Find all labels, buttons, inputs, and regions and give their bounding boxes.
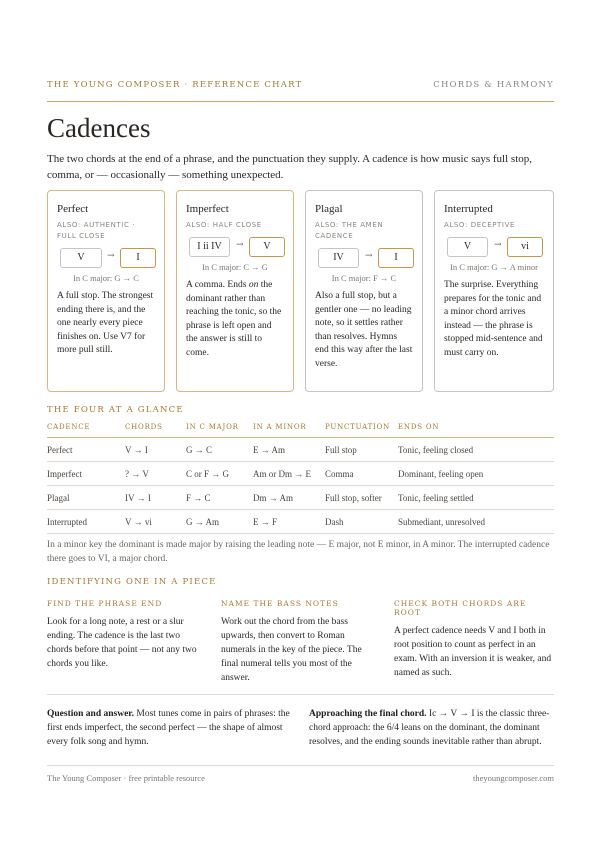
- chord-progression: [57, 248, 155, 268]
- desc-part: the dominant rather than reaching the tonic, so the phrase is left open and the answer is still to come.: [186, 280, 282, 358]
- card-example: In C major: F → C: [331, 273, 397, 283]
- arrow-icon: →: [365, 251, 373, 261]
- card-aka: ALSO: THE AMEN CADENCE: [315, 221, 384, 240]
- table-cell: Plagal: [47, 493, 70, 503]
- chord-progression: [186, 237, 284, 257]
- card-description: Also a full stop, but a gentler one — no leading note, so it settles rather than resolves. Hymns end this way after the last verse.: [315, 291, 413, 369]
- chord-from: V: [60, 248, 102, 268]
- card-aka: ALSO: DECEPTIVE: [444, 221, 515, 229]
- table-cell: Tonic, feeling settled: [398, 493, 474, 503]
- table-cell: ? → V: [125, 469, 149, 479]
- table-cell: E → Am: [253, 445, 286, 455]
- table-cell: Am or Dm → E: [253, 469, 311, 479]
- table-row: [47, 486, 554, 510]
- arrow-icon: →: [107, 251, 115, 261]
- table-cell: Tonic, feeling closed: [398, 445, 474, 455]
- step-check-root: [394, 599, 554, 680]
- card-aka: ALSO: HALF CLOSE: [186, 221, 262, 229]
- table-header: [47, 420, 554, 438]
- table-cell: Interrupted: [47, 517, 87, 527]
- step-find-phrase-end: [47, 599, 202, 671]
- table-cell: E → F: [253, 517, 278, 527]
- table-cell: Perfect: [47, 445, 73, 455]
- card-aka: ALSO: AUTHENTIC · FULL CLOSE: [57, 221, 136, 240]
- tip-question-answer: [47, 707, 292, 749]
- step-title: NAME THE BASS NOTES: [221, 599, 339, 608]
- card-imperfect: [176, 190, 294, 392]
- table-cell: C or F → G: [186, 469, 230, 479]
- tip-body: Ic → V → I is the classic three-chord approach: the 6/4 leans on the dominant, the dominant resolves, and the ending sounds inevitable rather than abrupt.: [309, 709, 550, 747]
- cadence-table: [47, 420, 554, 534]
- card-name: Perfect: [57, 203, 89, 215]
- card-description: [186, 279, 284, 360]
- table-cell: Dm → Am: [253, 493, 294, 503]
- step-title: CHECK BOTH CHORDS ARE ROOT: [394, 599, 527, 617]
- table-cell: Dominant, feeling open: [398, 469, 484, 479]
- footer-divider: [47, 765, 554, 766]
- table-cell: Full stop, softer: [325, 493, 382, 503]
- card-perfect: [47, 190, 165, 392]
- table-cell: V → I: [125, 445, 148, 455]
- step-body: A perfect cadence needs V and I both in root position to count as perfect in an exam. With an inversion it is weaker, and named as such.: [394, 626, 552, 678]
- card-name: Interrupted: [444, 203, 493, 215]
- table-cell: V → vi: [125, 517, 152, 527]
- chord-progression: [315, 248, 413, 268]
- tip-final-chord: [309, 707, 554, 749]
- table-cell: Submediant, unresolved: [398, 517, 485, 527]
- card-interrupted: [434, 190, 554, 392]
- table-cell: F → C: [186, 493, 211, 503]
- tip-lead: Question and answer.: [47, 709, 135, 719]
- table-row: [47, 462, 554, 486]
- chord-from: I ii IV: [189, 237, 230, 257]
- chord-to: vi: [507, 237, 543, 257]
- chord-from: IV: [318, 248, 359, 268]
- step-body: Look for a long note, a rest or a slur ending. The cadence is the last two chords before that point — not any two chords you like.: [47, 617, 197, 669]
- cadence-cards: [47, 190, 554, 392]
- table-row: [47, 510, 554, 534]
- card-example: In C major: C → G: [202, 262, 268, 272]
- table-cell: Comma: [325, 469, 354, 479]
- card-name: Imperfect: [186, 203, 229, 215]
- footer-credit: The Young Composer · free printable resource: [47, 773, 205, 783]
- column-header: ENDS ON: [398, 423, 440, 431]
- desc-emphasis: on: [248, 280, 259, 290]
- arrow-icon: →: [236, 240, 244, 250]
- table-cell: Dash: [325, 517, 344, 527]
- card-example: In C major: G → A minor: [450, 262, 538, 272]
- table-row: [47, 438, 554, 462]
- desc-part: A comma. Ends: [186, 280, 249, 290]
- column-header: IN C MAJOR: [186, 423, 239, 431]
- divider: [47, 694, 554, 695]
- step-body: Work out the chord from the bass upwards, then convert to Roman numerals in the key of the piece. The final numeral tells you most of the answer.: [221, 617, 362, 683]
- step-name-bass-notes: [221, 599, 376, 685]
- page-title: Cadences: [47, 113, 151, 143]
- column-header: PUNCTUATION: [325, 423, 391, 431]
- chord-from: V: [447, 237, 488, 257]
- chord-progression: [444, 237, 544, 257]
- header-divider: [47, 101, 554, 102]
- arrow-icon: →: [494, 240, 502, 250]
- table-cell: G → Am: [186, 517, 220, 527]
- tip-lead: Approaching the final chord.: [309, 709, 427, 719]
- chord-to: I: [378, 248, 414, 268]
- intro-text: The two chords at the end of a phrase, and the punctuation they supply. A cadence is how music says full stop, comma, or — occasionally — something unexpected.: [47, 153, 533, 181]
- chord-to: I: [120, 248, 156, 268]
- footer-url: theyoungcomposer.com: [473, 773, 554, 783]
- step-title: FIND THE PHRASE END: [47, 599, 163, 608]
- minor-key-note: In a minor key the dominant is made major by raising the leading note — E major, not E minor, in A minor. The interrupted cadence there goes to VI, a major chord.: [47, 540, 550, 564]
- chord-to: V: [249, 237, 285, 257]
- table-cell: Full stop: [325, 445, 357, 455]
- card-example: In C major: G → C: [73, 273, 139, 283]
- column-header: CADENCE: [47, 423, 91, 431]
- table-cell: G → C: [186, 445, 213, 455]
- table-cell: IV → I: [125, 493, 151, 503]
- card-description: A full stop. The strongest ending there is, and the one nearly every piece finishes on. Use V7 for more pull still.: [57, 291, 154, 355]
- card-name: Plagal: [315, 203, 343, 215]
- card-description: The surprise. Everything prepares for the tonic and a minor chord arrives instead — the phrase is stopped mid-sentence and must carry on.: [444, 280, 543, 358]
- card-plagal: [305, 190, 423, 392]
- header-series: THE YOUNG COMPOSER · REFERENCE CHART: [47, 80, 303, 90]
- identify-section-title: IDENTIFYING ONE IN A PIECE: [47, 577, 217, 587]
- tip-body: Most tunes come in pairs of phrases: the first ends imperfect, the second perfect — the shape of almost every folk song and hymn.: [47, 709, 290, 747]
- table-cell: Imperfect: [47, 469, 82, 479]
- column-header: CHORDS: [125, 423, 163, 431]
- column-header: IN A MINOR: [253, 423, 307, 431]
- glance-section-title: THE FOUR AT A GLANCE: [47, 405, 184, 415]
- header-topic: CHORDS & HARMONY: [433, 80, 554, 90]
